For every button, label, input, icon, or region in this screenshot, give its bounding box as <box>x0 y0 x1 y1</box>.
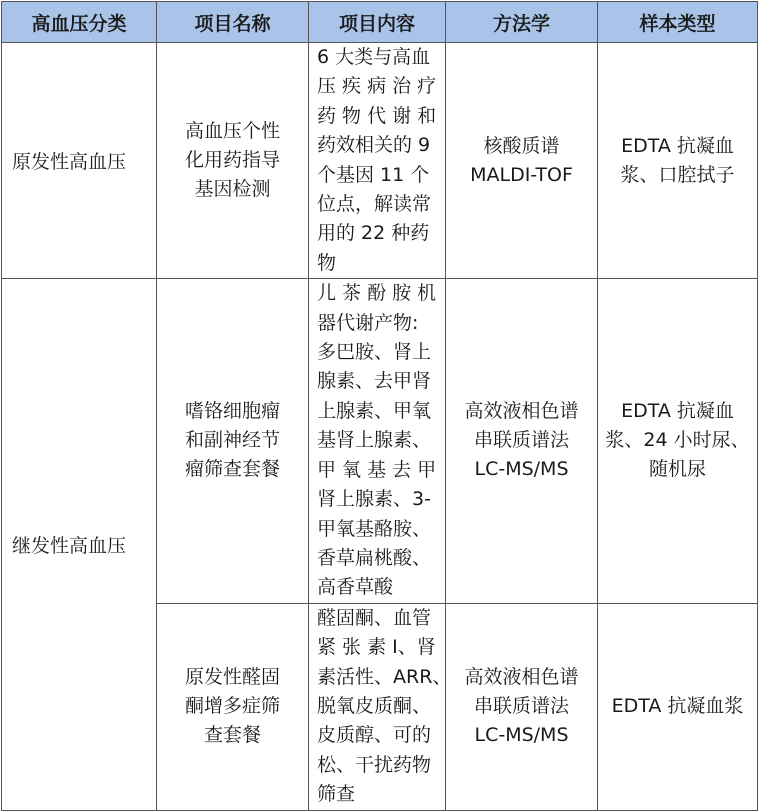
cell-line: 浆、口腔拭子 <box>620 163 735 186</box>
cell-line: 6 大类与高血 <box>317 46 431 68</box>
table-row <box>2 43 758 279</box>
cell-line: 上腺素、甲氧 <box>317 399 432 422</box>
sample-type-cell <box>598 43 758 279</box>
cell-line: 随机尿 <box>648 458 706 481</box>
cell-line: 和副神经节 <box>184 429 280 452</box>
header-row <box>2 2 758 43</box>
cell-line: 松、干扰药物 <box>317 753 432 776</box>
cell-line: LC-MS/MS <box>474 724 569 747</box>
cell-line: 基因检测 <box>194 178 271 201</box>
sample-type-cell <box>598 279 758 603</box>
cell-line: 查套餐 <box>203 724 261 747</box>
cell-line: 素活性、ARR、 <box>317 665 452 688</box>
cell-line: 原发性醛固 <box>184 666 280 689</box>
cell-line: 基肾上腺素、 <box>317 429 432 452</box>
cell-line: 瘤筛查套餐 <box>184 458 280 481</box>
cell-line: MALDI-TOF <box>470 163 573 186</box>
cell-line: 脱氧皮质酮、 <box>317 694 432 717</box>
methodology-cell <box>446 603 598 810</box>
cell-line: 核酸质谱 <box>483 134 560 157</box>
cell-line: 浆、24 小时尿、 <box>605 429 750 452</box>
project-content-cell <box>309 279 446 603</box>
cell-line: 酮增多症筛 <box>184 695 280 718</box>
cell-line: EDTA 抗凝血 <box>621 400 734 423</box>
category-cell: 继发性高血压 <box>2 279 157 810</box>
header-methodology: 方法学 <box>446 2 598 43</box>
cell-line: 香草扁桃酸、 <box>317 546 432 569</box>
methodology-cell <box>446 279 598 603</box>
header-project-name: 项目名称 <box>157 2 309 43</box>
cell-line: LC-MS/MS <box>474 458 569 481</box>
cell-line: 药效相关的 9 <box>317 134 431 157</box>
cell-line: 肾上腺素、3- <box>317 488 431 511</box>
cell-line: 高效液相色谱 <box>464 400 579 423</box>
cell-line: 高效液相色谱 <box>464 666 579 689</box>
hypertension-test-table <box>1 1 758 811</box>
methodology-cell <box>446 43 598 279</box>
header-project-content: 项目内容 <box>309 2 446 43</box>
table-row <box>2 279 758 603</box>
project-content-cell <box>309 603 452 810</box>
cell-line: 腺素、去甲肾 <box>317 370 432 393</box>
cell-line: 高血压个性 <box>184 120 280 143</box>
cell-line: 多巴胺、肾上 <box>317 341 432 364</box>
cell-line: EDTA 抗凝血 <box>621 134 734 157</box>
project-name-cell <box>157 43 309 279</box>
cell-line: 醛固酮、血管 <box>317 606 432 629</box>
cell-line: 儿 茶 酚 胺 机 <box>317 282 437 305</box>
cell-line: 器代谢产物: <box>317 311 419 334</box>
cell-line: 串联质谱法 <box>473 429 569 452</box>
cell-line: 筛查 <box>317 783 356 806</box>
cell-line: 位点，解读常 <box>317 193 432 216</box>
cell-line: 皮质醇、可的 <box>317 724 432 747</box>
cell-line: 压 疾 病 治 疗 <box>317 75 437 98</box>
cell-line: 物 <box>317 251 337 274</box>
project-name-cell <box>157 603 309 810</box>
header-category: 高血压分类 <box>2 2 157 43</box>
cell-line: 甲氧基酪胺、 <box>317 517 432 540</box>
header-sample-type: 样本类型 <box>598 2 758 43</box>
cell-line: EDTA 抗凝血浆 <box>611 695 744 718</box>
cell-line: 药 物 代 谢 和 <box>317 104 437 127</box>
cell-line: 用的 22 种药 <box>317 222 430 245</box>
cell-line: 串联质谱法 <box>473 695 569 718</box>
category-cell: 原发性高血压 <box>2 43 157 279</box>
cell-line: 紧 张 素 Ⅰ、肾 <box>317 636 436 659</box>
project-name-cell <box>157 279 309 603</box>
cell-line: 高香草酸 <box>317 576 394 599</box>
cell-line: 嗜铬细胞瘤 <box>184 400 280 423</box>
cell-line: 个基因 11 个 <box>317 163 430 186</box>
project-content-cell <box>309 43 446 279</box>
sample-type-cell <box>598 603 758 810</box>
cell-line: 化用药指导 <box>184 149 280 172</box>
cell-line: 甲 氧 基 去 甲 <box>317 458 437 481</box>
